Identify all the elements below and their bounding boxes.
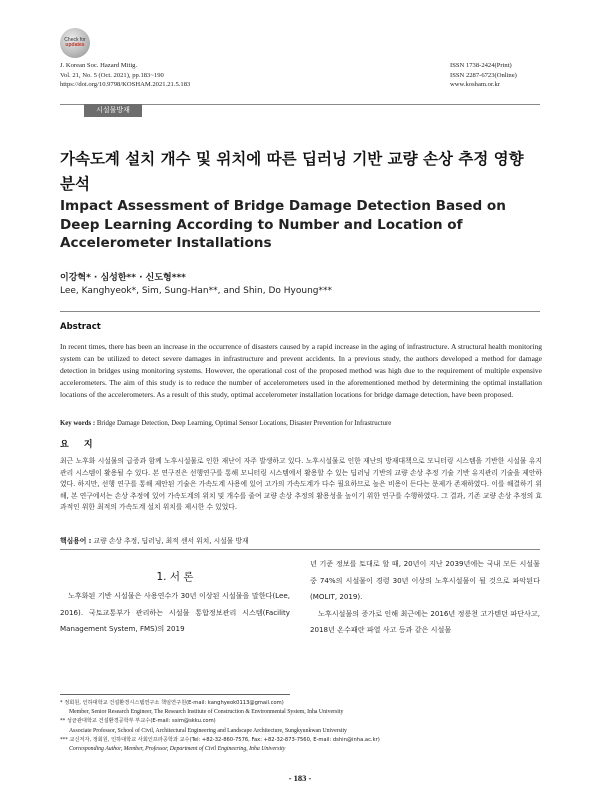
website-link[interactable]: www.kosham.or.kr xyxy=(450,81,500,88)
footnote-1-english: Member, Senior Research Engineer, The Research Institute of Construction & Environmental System, Inha University xyxy=(69,709,344,716)
check-for-updates-icon xyxy=(60,28,90,58)
journal-header-left xyxy=(60,61,190,90)
body-paragraph: 노후시설물의 증가로 인해 최근에는 2016년 정릉천 고가텐던 파단사고, 2018년 온수패란 파열 사고 등과 같은 시설물 xyxy=(310,608,540,635)
body-left-column: 노후화된 기반 시설물은 사용연수가 30년 이상된 시설물을 말한다(Lee, 2016). 국토교통부가 관리하는 시설물 통합정보관리 시스템(Facility Management System, FMS)의 2019 xyxy=(60,591,290,634)
abstract-heading: Abstract xyxy=(60,322,101,332)
body-paragraph: 년 기준 정보를 토대로 할 때, 20년이 지난 2039년에는 국내 모든 시설물 중 74%의 시설물이 경령 30년 이상의 노후시설물이 될 것으로 파악된다(MOLIT, 2019). xyxy=(310,559,540,602)
abstract-keywords xyxy=(60,420,540,427)
authors-english: Lee, Kanghyeok*, Sim, Sung-Han**, and Shin, Do Hyoung*** xyxy=(60,286,332,296)
abstract-text: In recent times, there has been an increase in the occurrence of disasters caused by a rapid increase in the aging of infrastructure. A structural health monitoring system can be utilized to detect severe damages in infrastructure and prevent accidents. In a previous study, the authors developed a method for damage detection in bridges using monitoring systems. However, the operational cost of the proposed method was high due to the requirement of multiple expensive accelerometers. The aim of this study is to reduce the number of accelerometers used in the aforementioned method by determining the optimal installation locations of the accelerometers. As a result of this study, optimal accelerometer installation locations for bridge damage detection, have been proposed. xyxy=(60,342,542,399)
section-heading-introduction: 1. 서 론 xyxy=(156,571,194,583)
korean-keywords-label: 핵심용어 : xyxy=(60,537,92,545)
korean-keywords-text: 교량 손상 추정, 딥러닝, 최적 센서 위치, 시설물 방재 xyxy=(93,537,249,545)
journal-volume: Vol. 21, No. 5 (Oct. 2021), pp.183~190 xyxy=(60,71,164,79)
korean-keywords xyxy=(60,535,540,545)
footnote-divider xyxy=(60,694,290,695)
footnote-1-korean: * 정회원, 인하대학교 건설환경시스템연구소 책임연구원(E-mail: kanghyeok0113@gmail.com) xyxy=(60,700,284,706)
footnote-3-korean: *** 교신저자, 정회원, 인하대학교 사회인프라공학과 교수(Tel: +82-32-860-7576, Fax: +82-32-873-7560, E-mail: dshin@inha.ac.kr) xyxy=(60,736,380,743)
footnote-2-english: Associate Professor, School of Civil, Architectural Engineering and Landscape Architecture, Sungkyunkwan University xyxy=(69,727,347,734)
journal-header-right xyxy=(450,61,540,90)
keywords-label: Key words : xyxy=(60,420,96,427)
doi-link[interactable]: https://doi.org/10.9798/KOSHAM.2021.21.5.183 xyxy=(60,81,191,88)
issn-print: ISSN 1738-2424(Print) xyxy=(450,62,512,69)
authors-korean: 이강혁* · 심성한** · 신도형*** xyxy=(60,273,186,283)
page-number: - 183 - xyxy=(288,773,312,783)
category-bar xyxy=(60,104,540,118)
footnote-2-korean: ** 성균관대학교 건설환경공학부 부교수(E-mail: ssim@skku.com) xyxy=(60,718,216,725)
body-right-column xyxy=(310,556,540,639)
logo-line2: updates xyxy=(65,42,85,48)
logo-line1: Check for xyxy=(64,37,86,43)
journal-name: J. Korean Soc. Hazard Mitig. xyxy=(60,62,138,69)
issn-online: ISSN 2287-6723(Online) xyxy=(450,71,517,79)
footnotes xyxy=(60,699,540,754)
korean-abstract-heading: 요 지 xyxy=(60,440,99,450)
keywords-text: Bridge Damage Detection, Deep Learning, Optimal Sensor Locations, Disaster Prevention for Infrastructure xyxy=(96,420,392,427)
korean-abstract-text: 최근 노후화 시설물의 급증과 함께 노후시설물로 인한 재난이 자주 발생하고 있다. 노후시설물로 인한 재난의 방재대책으로 모니터링 시스템을 기반한 시설물 유지관리 시스템이 활용될 수 있다. 본 연구진은 선행연구를 통해 모니터링 시스템에서 활용할 수 있는 딥러닝 기반의 교량 손상 추정 기술 기반 유지관리 기술을 제안하였다. 하지만, 선행 연구를 통해 제안된 기술은 가속도계 사용에 있어 고가의 가속도계가 다수 필요하므로 높은 비용이 든다는 문제가 존재하였다. 이를 해결하기 위해, 본 연구에서는 손상 추정에 있어 가속도계의 위치 및 개수를 줄여 교량 손상 추정의 활용성을 높이기 위한 연구를 수행하였다. 그 결과, 기존 교량 손상 추정의 효과적인 위한 최적의 가속도계 설치 위치를 제시한 수 있었다. xyxy=(60,457,542,512)
divider xyxy=(60,311,540,312)
title-korean: 가속도계 설치 개수 및 위치에 따른 딥러닝 기반 교량 손상 추정 영향 분석 xyxy=(60,150,524,193)
category-tab: 시설물방재 xyxy=(84,104,142,117)
check-for-updates-logo[interactable] xyxy=(60,28,90,58)
footnote-3-english: Corresponding Author, Member, Professor, Department of Civil Engineering, Inha University xyxy=(69,746,286,753)
title-english: Impact Assessment of Bridge Damage Detection Based on Deep Learning According to Number and Location of Accelerometer Installations xyxy=(60,198,506,251)
divider xyxy=(60,549,540,550)
